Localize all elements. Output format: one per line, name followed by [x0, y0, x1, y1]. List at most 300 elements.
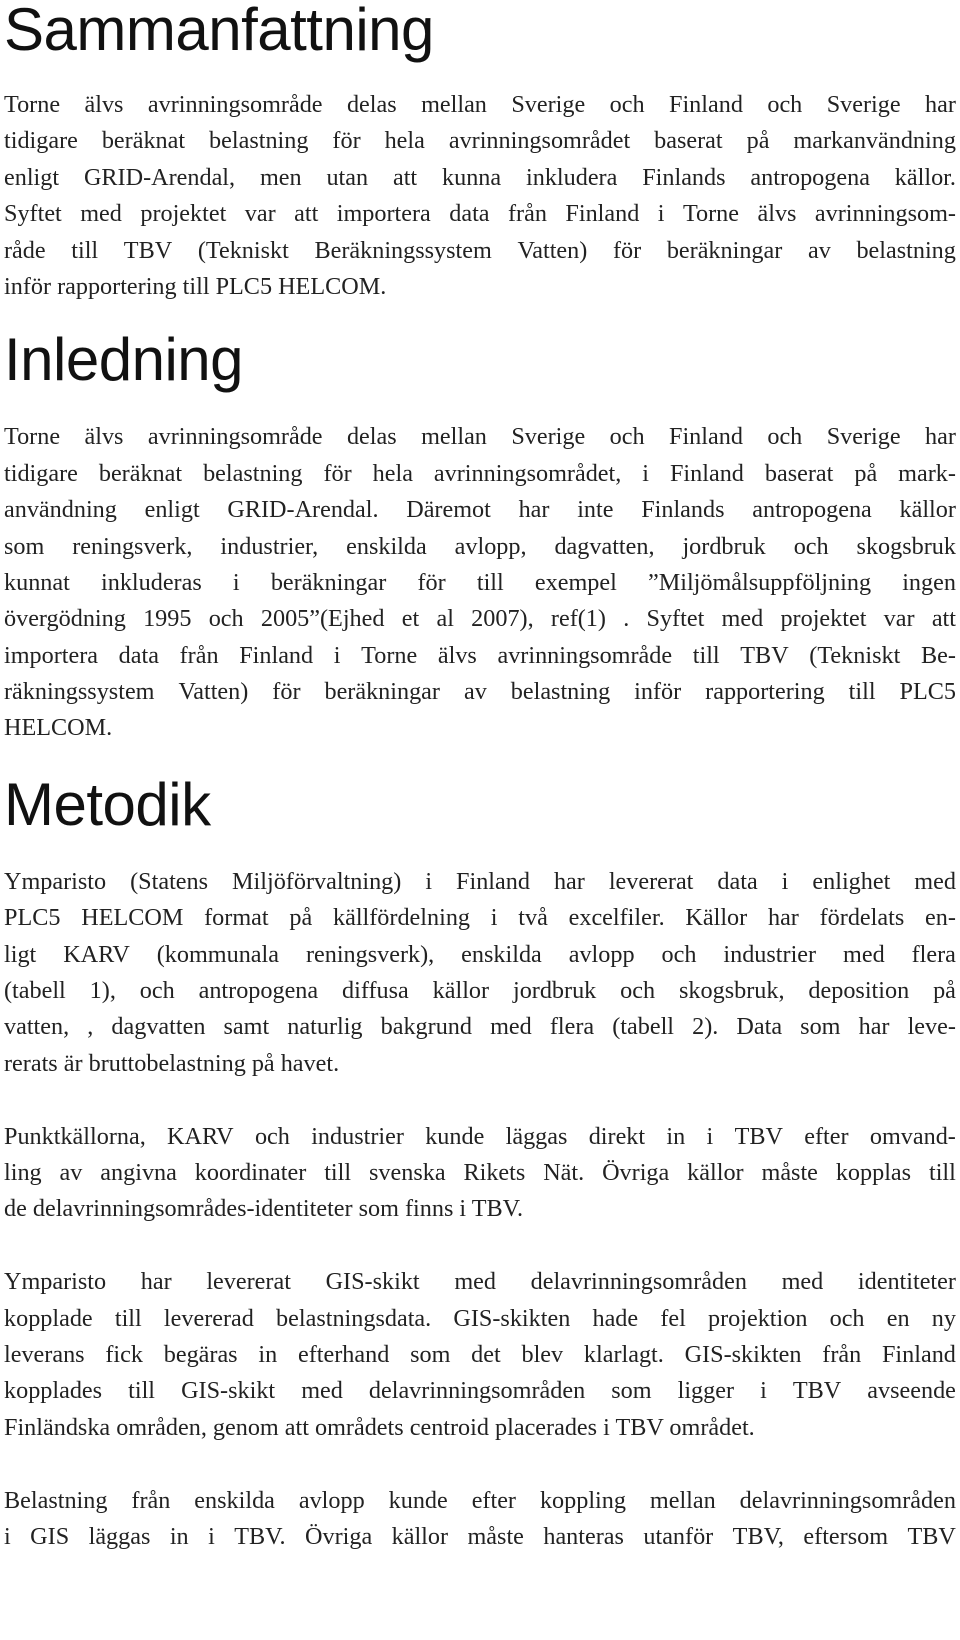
word: räkningssystem — [4, 678, 155, 706]
word: Torne — [4, 423, 61, 451]
word: reningsverk, — [72, 532, 193, 560]
word: från — [822, 1340, 862, 1368]
word: men — [259, 163, 302, 191]
word: delavrinningsområden — [530, 1268, 747, 1296]
word: leve- — [907, 1013, 956, 1041]
word: antropogena — [750, 163, 870, 191]
word: delavrinningsområden — [739, 1486, 956, 1514]
paragraph-metodik-1 — [4, 864, 956, 1082]
word: belastning — [510, 678, 611, 706]
word: 2007), — [471, 605, 534, 633]
word: läggas — [505, 1122, 568, 1150]
word: TBV — [740, 641, 789, 669]
word: till — [128, 1377, 156, 1405]
word: på — [289, 904, 313, 932]
word: Finlands — [642, 163, 726, 191]
word: i — [657, 200, 665, 228]
word: användning — [4, 496, 117, 524]
paragraph-gap — [4, 1082, 956, 1118]
word: GIS-skikten — [684, 1340, 802, 1368]
word: älvs — [437, 641, 477, 669]
paragraph-gap — [4, 1228, 956, 1264]
word: efter — [471, 1486, 516, 1514]
word: belastningsdata. — [276, 1304, 432, 1332]
word: ingen — [902, 568, 956, 596]
word: avlopp — [298, 1486, 365, 1514]
text-line — [4, 601, 956, 637]
word: bakgrund — [380, 1013, 472, 1041]
text-line — [4, 1373, 956, 1409]
word: GIS — [30, 1522, 70, 1550]
word: Punktkällorna, — [4, 1122, 146, 1150]
word: för — [323, 459, 352, 487]
heading-metodik: Metodik — [4, 770, 211, 838]
word: projektion — [708, 1304, 808, 1332]
word: 2005”(Ejhed — [260, 605, 385, 633]
word: att — [392, 163, 418, 191]
word: (Tekniskt — [809, 641, 901, 669]
word: Källor — [685, 904, 748, 932]
word: kopplas — [835, 1158, 912, 1186]
word: Syftet — [4, 200, 62, 228]
word: och — [208, 605, 244, 633]
word: HELCOM — [81, 904, 184, 932]
word: beräknat — [98, 459, 183, 487]
word: jordbruk — [682, 532, 766, 560]
word: Finland — [881, 1340, 956, 1368]
word: till — [928, 1158, 956, 1186]
word: Däremot — [406, 496, 491, 524]
word: som — [800, 1013, 841, 1041]
text-line — [4, 900, 956, 936]
word: har — [925, 91, 956, 118]
word: i — [781, 867, 789, 895]
word: belastning — [856, 236, 956, 264]
word: GIS-skikten — [453, 1304, 571, 1332]
text-line — [4, 864, 956, 900]
word: kunde — [388, 1486, 448, 1514]
word: som — [410, 1340, 451, 1368]
word: har — [553, 867, 585, 895]
word: i — [642, 459, 650, 487]
word: källor — [432, 977, 490, 1005]
word: KARV — [167, 1122, 234, 1150]
word: naturlig — [287, 1013, 363, 1041]
word: GIS-skikt — [325, 1268, 420, 1296]
word: och — [767, 91, 803, 118]
paragraph-inledning — [4, 419, 956, 747]
word: källor — [391, 1522, 449, 1550]
word: avrinningsområdet — [448, 127, 631, 155]
word: Ymparisto — [4, 867, 107, 895]
word: en- — [925, 904, 956, 932]
word: KARV — [63, 940, 130, 968]
word: måste — [467, 1522, 524, 1550]
word: Data — [736, 1013, 783, 1041]
word: älvs — [757, 200, 797, 228]
word: Finland — [565, 200, 640, 228]
word: med — [914, 867, 956, 895]
text-line — [4, 674, 956, 710]
word: och — [829, 1304, 865, 1332]
word: PLC5 — [899, 678, 956, 706]
word: har — [140, 1268, 172, 1296]
word: måste — [761, 1158, 818, 1186]
word: kopplades — [4, 1377, 103, 1405]
word: med — [490, 1013, 532, 1041]
paragraph-sammanfattning — [4, 87, 956, 305]
word: avseende — [867, 1377, 956, 1405]
word: tidigare — [4, 459, 78, 487]
word: (kommunala — [156, 940, 279, 968]
word: utan — [326, 163, 369, 191]
word: att — [294, 200, 319, 228]
word: Vatten) — [178, 678, 249, 706]
word: in — [169, 1522, 189, 1550]
word: med — [301, 1377, 343, 1405]
word: enskilda — [346, 532, 427, 560]
word: inför — [634, 678, 682, 706]
word: i — [706, 1122, 714, 1150]
word: Torne — [682, 200, 740, 228]
word: hela — [372, 459, 413, 487]
word: för — [272, 678, 301, 706]
word: det — [471, 1340, 501, 1368]
word: levererat — [206, 1268, 291, 1296]
word: Ymparisto — [4, 1268, 107, 1296]
word: fick — [105, 1340, 143, 1368]
word: och — [609, 91, 645, 118]
word: ligger — [677, 1377, 735, 1405]
word: med — [781, 1268, 824, 1296]
word: PLC5 — [4, 904, 61, 932]
word: mellan — [421, 423, 487, 451]
text-line — [4, 638, 956, 674]
word: Finlands — [641, 496, 725, 524]
word: GRID-Arendal, — [83, 163, 236, 191]
word: att — [931, 605, 956, 633]
word: med — [721, 605, 764, 633]
word: mellan — [421, 91, 487, 118]
word: mellan — [649, 1486, 716, 1514]
word: en — [886, 1304, 910, 1332]
word: Sverige — [826, 423, 901, 451]
word: i — [490, 904, 498, 932]
word: leverans — [4, 1340, 85, 1368]
word: rapportering — [705, 678, 825, 706]
word: svenska — [368, 1158, 446, 1186]
word: belastning — [209, 127, 309, 155]
word: inte — [577, 496, 614, 524]
word: deposition — [808, 977, 910, 1005]
word: Torne — [361, 641, 418, 669]
document-page — [4, 0, 956, 1555]
word: enskilda — [461, 940, 542, 968]
word: Sverige — [511, 91, 586, 118]
word: Rikets — [463, 1158, 526, 1186]
word: importera — [4, 641, 99, 669]
word: delas — [346, 91, 397, 118]
word: samt — [223, 1013, 270, 1041]
word: data — [717, 867, 758, 895]
word: för — [612, 236, 642, 264]
word: med — [843, 940, 885, 968]
word: beräknat — [101, 127, 186, 155]
word: begäras — [163, 1340, 238, 1368]
word: till — [324, 1158, 352, 1186]
word: enligt — [144, 496, 200, 524]
word: blev — [521, 1340, 564, 1368]
word: avrinningsom- — [814, 200, 956, 228]
word: källor — [899, 496, 956, 524]
text-line — [4, 123, 956, 159]
word: fördelats — [819, 904, 905, 932]
word: beräkningar — [270, 568, 387, 596]
word: råde — [4, 236, 46, 264]
text-line — [4, 1264, 956, 1300]
word: av — [59, 1158, 83, 1186]
word: till — [71, 236, 99, 264]
word: 1995 — [143, 605, 192, 633]
word: Miljöförvaltning) — [232, 867, 402, 895]
word: avlopp, — [454, 532, 527, 560]
word: TBV — [792, 1377, 842, 1405]
word: et — [401, 605, 420, 633]
text-line — [4, 87, 956, 123]
word: (tabell — [612, 1013, 675, 1041]
word: kopplade — [4, 1304, 93, 1332]
paragraph-gap — [4, 1446, 956, 1482]
text-line — [4, 233, 956, 269]
word: belastning — [203, 459, 303, 487]
word: Torne — [4, 91, 61, 118]
word: och — [254, 1122, 290, 1150]
word: två — [518, 904, 548, 932]
word: koordinater — [194, 1158, 307, 1186]
word: omvand- — [869, 1122, 956, 1150]
word: exempel — [534, 568, 617, 596]
word: Finland — [669, 423, 743, 451]
word: ligt — [4, 940, 37, 968]
text-line — [4, 1519, 956, 1555]
word: har — [518, 496, 550, 524]
heading-inledning: Inledning — [4, 326, 244, 394]
text-line: Finländska områden, genom att områdets centroid placerades i TBV området. — [4, 1413, 755, 1441]
paragraph-metodik-2 — [4, 1119, 956, 1228]
word: med — [454, 1268, 496, 1296]
word: avlopp — [568, 940, 635, 968]
word: enskilda — [194, 1486, 275, 1514]
word: i — [760, 1377, 767, 1405]
word: hanteras — [543, 1522, 624, 1550]
word: GIS-skikt — [181, 1377, 276, 1405]
word: jordbruk — [512, 977, 597, 1005]
word: Nät. — [543, 1158, 585, 1186]
word: kunde — [425, 1122, 485, 1150]
text-line: de delavrinningsområdes-identiteter som finns i TBV. — [4, 1195, 524, 1223]
word: beräkningar — [324, 678, 440, 706]
word: data — [118, 641, 159, 669]
word: på — [746, 127, 770, 155]
word: Finland — [669, 459, 744, 487]
word: TBV — [734, 1122, 783, 1150]
word: och — [793, 532, 829, 560]
word: har — [767, 904, 799, 932]
word: som — [4, 532, 45, 560]
word: reningsverk), — [305, 940, 435, 968]
text-line — [4, 565, 956, 601]
word: al — [436, 605, 454, 633]
word: och — [609, 423, 645, 451]
word: TBV. — [234, 1522, 286, 1550]
text-line: inför rapportering till PLC5 HELCOM. — [4, 272, 387, 300]
word: i — [425, 867, 433, 895]
text-line — [4, 419, 956, 455]
word: projektet — [780, 605, 867, 633]
text-line — [4, 1119, 956, 1155]
word: avrinningsområde — [147, 91, 323, 118]
text-line — [4, 492, 956, 528]
text-line — [4, 529, 956, 565]
word: direkt — [588, 1122, 646, 1150]
word: för — [332, 127, 361, 155]
word: och — [620, 977, 656, 1005]
word: skogsbruk — [856, 532, 956, 560]
word: läggas — [88, 1522, 151, 1550]
text-line: rerats är bruttobelastning på havet. — [4, 1049, 340, 1077]
word: med — [80, 200, 122, 228]
word: ”Miljömålsuppföljning — [647, 568, 872, 596]
word: och — [767, 423, 803, 451]
word: dagvatten — [111, 1013, 206, 1041]
text-line: HELCOM. — [4, 714, 113, 742]
word: beräkningar — [666, 236, 783, 264]
text-line — [4, 160, 956, 196]
word: vatten, — [4, 1013, 70, 1041]
word: ref(1) — [550, 605, 606, 633]
word: älvs — [84, 91, 124, 118]
word: hade — [592, 1304, 639, 1332]
word: delas — [346, 423, 397, 451]
word: källor. — [894, 163, 956, 191]
word: in — [258, 1340, 278, 1368]
word: baserat — [764, 459, 834, 487]
word: . — [623, 605, 630, 633]
word: , — [87, 1013, 94, 1041]
word: från — [131, 1486, 171, 1514]
word: mark- — [898, 459, 956, 487]
word: i — [232, 568, 240, 596]
word: Övriga — [305, 1522, 373, 1550]
word: för — [417, 568, 446, 596]
word: (Statens — [130, 867, 209, 895]
word: format — [204, 904, 269, 932]
word: Sverige — [826, 91, 901, 118]
word: som — [611, 1377, 652, 1405]
word: på — [933, 977, 956, 1005]
word: från — [179, 641, 219, 669]
text-line — [4, 1155, 956, 1191]
word: Vatten) — [517, 236, 588, 264]
word: flera — [911, 940, 956, 968]
word: Syftet — [646, 605, 705, 633]
word: ling — [4, 1158, 42, 1186]
text-line — [4, 973, 956, 1009]
word: Sverige — [511, 423, 586, 451]
word: till — [692, 641, 720, 669]
word: 2). — [692, 1013, 719, 1041]
word: TBV — [123, 236, 173, 264]
word: Beräkningssystem — [314, 236, 492, 264]
word: identiteter — [857, 1268, 956, 1296]
word: var — [883, 605, 915, 633]
word: avrinningsområde — [147, 423, 323, 451]
word: inkludera — [526, 163, 618, 191]
word: i — [4, 1522, 11, 1550]
word: baserat — [654, 127, 723, 155]
word: Finland — [239, 641, 314, 669]
word: av — [463, 678, 487, 706]
word: till — [476, 568, 504, 596]
word: (tabell — [4, 977, 66, 1005]
text-line — [4, 196, 956, 232]
word: klarlagt. — [583, 1340, 664, 1368]
word: ny — [931, 1304, 956, 1332]
word: avrinningsområde — [497, 641, 673, 669]
word: och — [661, 940, 697, 968]
word: inkluderas — [101, 568, 202, 596]
word: på — [854, 459, 878, 487]
word: övergödning — [4, 605, 126, 633]
word: Be- — [920, 641, 956, 669]
word: efter — [804, 1122, 849, 1150]
word: var — [244, 200, 276, 228]
word: (Tekniskt — [197, 236, 289, 264]
text-line — [4, 1009, 956, 1045]
word: levererat — [608, 867, 694, 895]
word: flera — [549, 1013, 595, 1041]
text-line — [4, 1301, 956, 1337]
word: diffusa — [342, 977, 409, 1005]
word: excelfiler. — [568, 904, 665, 932]
word: från — [507, 200, 547, 228]
word: industrier, — [220, 532, 319, 560]
word: har — [925, 423, 956, 451]
paragraph-metodik-4 — [4, 1483, 956, 1556]
word: Finland — [456, 867, 530, 895]
word: har — [858, 1013, 890, 1041]
word: enligt — [4, 163, 60, 191]
paragraph-metodik-3 — [4, 1264, 956, 1446]
word: kunna — [442, 163, 502, 191]
word: till — [848, 678, 876, 706]
word: in — [666, 1122, 686, 1150]
word: utanför — [643, 1522, 714, 1550]
word: älvs — [84, 423, 124, 451]
text-line — [4, 937, 956, 973]
word: kunnat — [4, 568, 70, 596]
word: fel — [660, 1304, 686, 1332]
word: levererad — [163, 1304, 254, 1332]
word: av — [807, 236, 831, 264]
word: skogsbruk, — [679, 977, 785, 1005]
word: Övriga — [602, 1158, 670, 1186]
word: till — [114, 1304, 142, 1332]
text-line — [4, 1483, 956, 1519]
word: importera — [336, 200, 431, 228]
word: Finland — [669, 91, 743, 118]
word: koppling — [539, 1486, 626, 1514]
